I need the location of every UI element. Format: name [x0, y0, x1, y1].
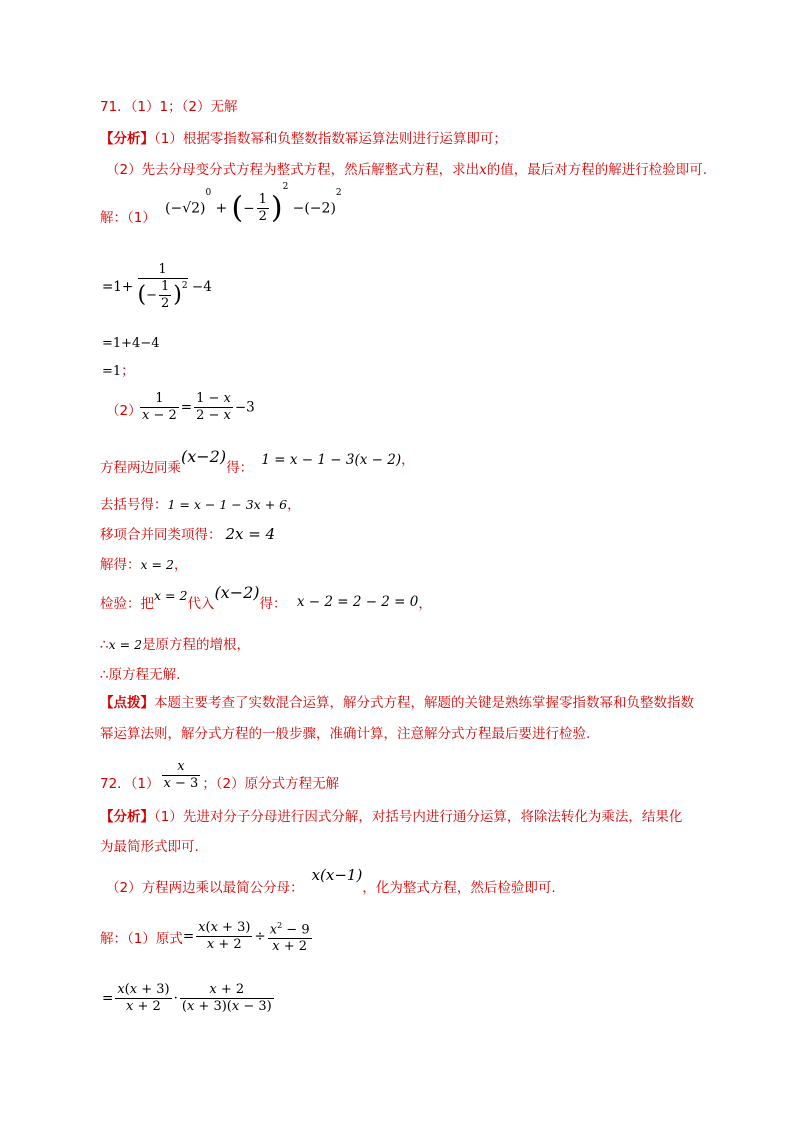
analysis-tag: 【分析】 [100, 131, 154, 147]
analysis-text-b: 的值，最后对方程的解进行检验即可. [486, 162, 708, 178]
q71-expand-line: 去括号得：1 = x − 1 − 3x + 6， [100, 497, 301, 513]
q71-header: 71．（1）1；（2）无解 [100, 99, 238, 115]
q71-analysis-line2 [106, 161, 707, 179]
q71-solve-line: 解得：x = 2， [100, 557, 188, 573]
q71-therefore2: ∴原方程无解. [100, 667, 181, 683]
q72-analysis-line2: （2）方程两边乘以最简公分母：x(x−1)，化为整式方程，然后检验即可. [106, 866, 556, 896]
q71-tip-line1: 【点拨】本题主要考查了实数混合运算，解分式方程，解题的关键是熟练掌握零指数幂和负整数指数 [100, 695, 694, 711]
q71-analysis-line1 [100, 130, 507, 148]
q71-combine-line: 移项合并同类项得： 2x = 4 [100, 525, 276, 543]
q71-step-a: =1+4−4 [102, 336, 160, 351]
q71-step-b: =1； [102, 363, 135, 379]
q71-part2-equation: $\frac{1}{x - 2}$ = $\frac{1 - x}{2 - x}$ −3 [142, 391, 255, 423]
q72-step-1: = $\frac{x(x + 3)}{x + 2}$ · $\frac{x + 2}{(x + 3)(x - 3)}$ [102, 982, 272, 1014]
q71-check-line: 检验：把x = 2代入(x−2)得： x − 2 = 2 − 2 = 0， [100, 583, 432, 612]
q71-multiply-line: 方程两边同乘(x−2)得： 1 = x − 1 − 3(x − 2)， [100, 447, 415, 476]
q71-part2-label: （2） [106, 403, 142, 419]
q71-solve-label: 解：（1） [100, 210, 156, 226]
q72-solve-line: 解：（1）原式= $\frac{x(x + 3)}{x + 2}$ ÷ $\frac{x^2 - 9}{x + 2}$ [100, 918, 314, 962]
analysis-var-x: x [479, 162, 487, 178]
q71-expression-1: $(-√2)^0$ + (− $\frac{1}{2}$ )$^2 -(-2)^2$ [165, 182, 342, 226]
analysis-text-a: （2）先去分母变分式方程为整式方程，然后解整式方程，求出 [106, 162, 480, 178]
q72-analysis-line1b: 为最简形式即可. [100, 839, 199, 855]
analysis-text: （1）根据零指数幂和负整数指数幂运算法则进行运算即可； [154, 131, 507, 147]
q72-analysis-line1: 【分析】（1）先进对分子分母进行因式分解，对括号内进行通分运算，将除法转化为乘法，结果化 [100, 809, 683, 825]
q72-header: 72．（1） $\frac{x}{x - 3}$ ；（2）原分式方程无解 [100, 759, 340, 792]
q71-expression-2: =1+ 1 (− $\frac{1}{2}$ )$^2$ −4 [102, 262, 212, 311]
q71-therefore1: ∴x = 2是原方程的增根， [100, 637, 251, 653]
q71-tip-line2: 幂运算法则，解分式方程的一般步骤，准确计算，注意解分式方程最后要进行检验. [100, 726, 591, 742]
